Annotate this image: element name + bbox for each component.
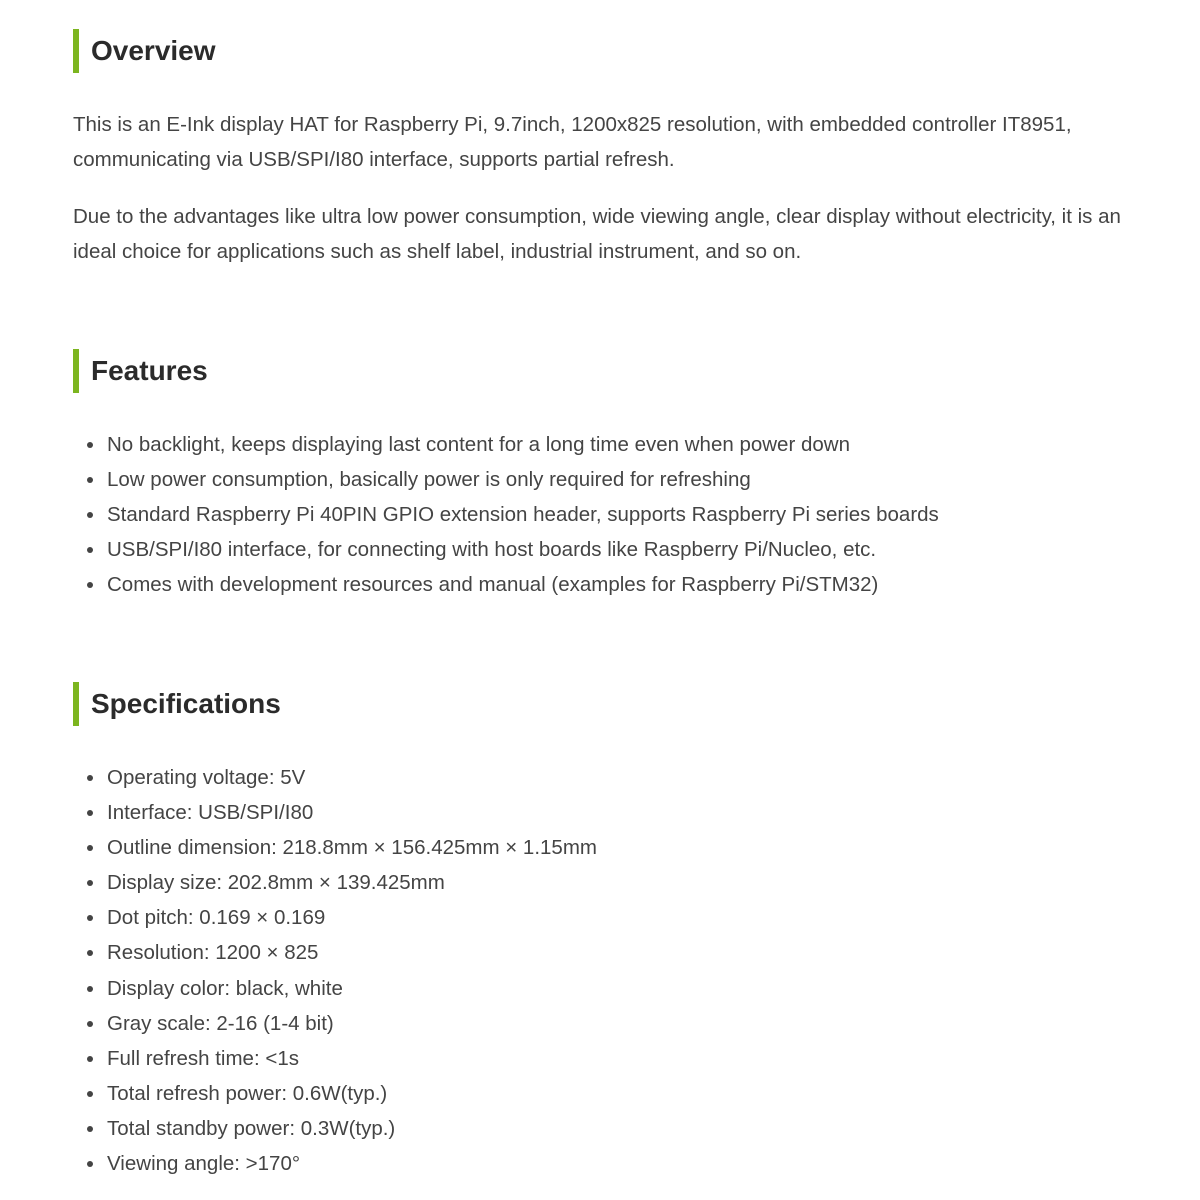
spec-item: Dot pitch: 0.169 × 0.169 xyxy=(73,900,597,935)
feature-item: No backlight, keeps displaying last content for a long time even when power down xyxy=(73,427,939,462)
overview-heading: Overview xyxy=(73,29,216,73)
feature-item: USB/SPI/I80 interface, for connecting with host boards like Raspberry Pi/Nucleo, etc. xyxy=(73,532,939,567)
feature-item: Standard Raspberry Pi 40PIN GPIO extension header, supports Raspberry Pi series boards xyxy=(73,497,939,532)
spec-item: Display size: 202.8mm × 139.425mm xyxy=(73,865,597,900)
specifications-heading: Specifications xyxy=(73,682,281,726)
spec-item: Full refresh time: <1s xyxy=(73,1041,597,1076)
feature-item: Low power consumption, basically power is only required for refreshing xyxy=(73,462,939,497)
spec-item: Operating voltage: 5V xyxy=(73,760,597,795)
spec-item: Total standby power: 0.3W(typ.) xyxy=(73,1111,597,1146)
specifications-list xyxy=(73,760,597,1181)
feature-item: Comes with development resources and manual (examples for Raspberry Pi/STM32) xyxy=(73,567,939,602)
features-heading: Features xyxy=(73,349,208,393)
overview-paragraph-1: This is an E-Ink display HAT for Raspberry Pi, 9.7inch, 1200x825 resolution, with embedded controller IT8951, communicating via USB/SPI/I80 interface, supports partial refresh. xyxy=(73,113,1072,171)
spec-item: Display color: black, white xyxy=(73,971,597,1006)
features-list xyxy=(73,427,939,602)
spec-item: Outline dimension: 218.8mm × 156.425mm × 1.15mm xyxy=(73,830,597,865)
spec-item: Total refresh power: 0.6W(typ.) xyxy=(73,1076,597,1111)
overview-paragraph-2: Due to the advantages like ultra low power consumption, wide viewing angle, clear display without electricity, it is an ideal choice for applications such as shelf label, industrial instrument, and so on. xyxy=(73,205,1121,263)
spec-item: Interface: USB/SPI/I80 xyxy=(73,795,597,830)
spec-item: Gray scale: 2-16 (1-4 bit) xyxy=(73,1006,597,1041)
spec-item: Viewing angle: >170° xyxy=(73,1146,597,1181)
spec-item: Resolution: 1200 × 825 xyxy=(73,935,597,970)
